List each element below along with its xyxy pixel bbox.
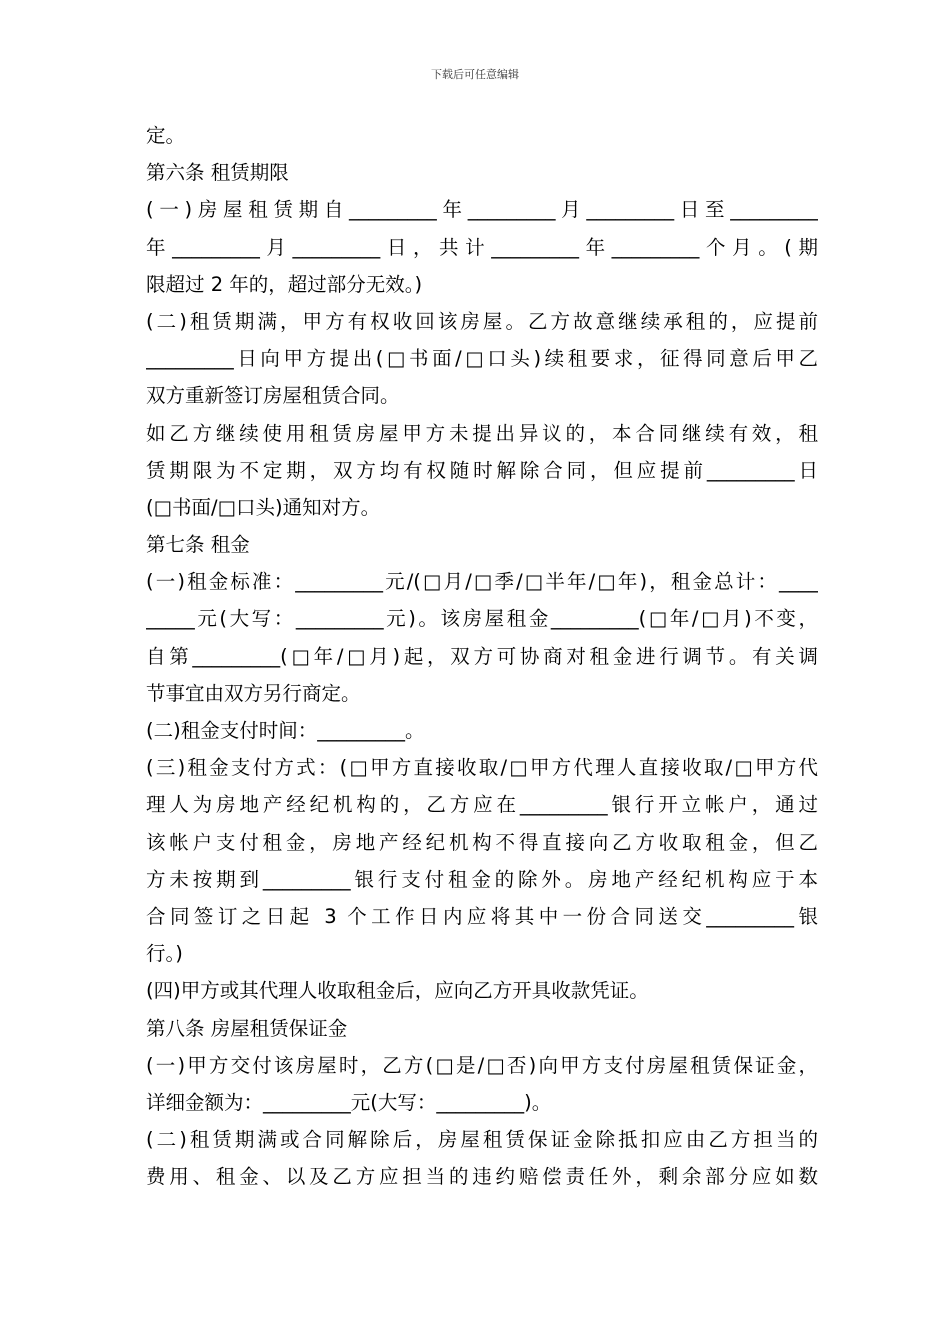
text-line: (一)甲方交付该房屋时，乙方(□是/□否)向甲方支付房屋租赁保证金， (146, 1053, 818, 1077)
text-line: (三)租金支付方式：(□甲方直接收取/□甲方代理人直接收取/□甲方代 (146, 756, 818, 780)
text-line: 方未按期到_________银行支付租金的除外。房地产经纪机构应于本 (146, 867, 818, 891)
text-line: _____元(大写：_________元)。该房屋租金_________(□年/□月)不变， (146, 607, 818, 631)
text-line: (二)租赁期满或合同解除后，房屋租赁保证金除抵扣应由乙方担当的 (146, 1128, 818, 1152)
section-heading: 第七条 租金 (146, 533, 250, 557)
text-line: (一)房屋租赁期自_________年_________月_________日至_________ (146, 198, 818, 222)
text-line: (四)甲方或其代理人收取租金后，应向乙方开具收款凭证。 (146, 979, 649, 1003)
document-body (146, 117, 818, 1195)
section-heading: 第八条 房屋租赁保证金 (146, 1016, 348, 1040)
text-line: 定。 (146, 124, 186, 147)
page-header: 下载后可任意编辑 (431, 68, 519, 81)
text-line: 合同签订之日起 3 个工作日内应将其中一份合同送交_________银 (146, 904, 818, 928)
text-line: _________日向甲方提出(□书面/□口头)续租要求，征得同意后甲乙 (146, 347, 818, 371)
text-line: 详细金额为：_________元(大写：_________)。 (146, 1090, 552, 1114)
text-line: 赁期限为不定期，双方均有权随时解除合同，但应提前_________日 (146, 458, 818, 482)
text-line: 双方重新签订房屋租赁合同。 (146, 384, 400, 408)
text-line: 行。) (146, 942, 183, 966)
text-line: (一)租金标准：_________元/(□月/□季/□半年/□年)，租金总计：____ (146, 570, 818, 594)
text-line: 自第_________(□年/□月)起，双方可协商对租金进行调节。有关调 (146, 644, 818, 668)
text-line: 费用、租金、以及乙方应担当的违约赔偿责任外，剩余部分应如数 (146, 1165, 818, 1189)
text-line: (二)租金支付时间：_________。 (146, 719, 425, 742)
text-line: (□书面/□口头)通知对方。 (146, 495, 381, 519)
text-line: 如乙方继续使用租赁房屋甲方未提出异议的，本合同继续有效，租 (146, 421, 818, 445)
text-line: 理人为房地产经纪机构的，乙方应在_________银行开立帐户，通过 (146, 793, 818, 817)
section-heading: 第六条 租赁期限 (146, 161, 289, 185)
text-line: 该帐户支付租金，房地产经纪机构不得直接向乙方收取租金，但乙 (146, 830, 818, 854)
text-line: (二)租赁期满，甲方有权收回该房屋。乙方故意继续承租的，应提前 (146, 309, 818, 333)
text-line: 年_________月_________日，共计_________年_________个月。(期 (146, 235, 818, 259)
text-line: 限超过 2 年的，超过部分无效。) (146, 272, 423, 296)
text-line: 节事宜由双方另行商定。 (146, 681, 361, 705)
